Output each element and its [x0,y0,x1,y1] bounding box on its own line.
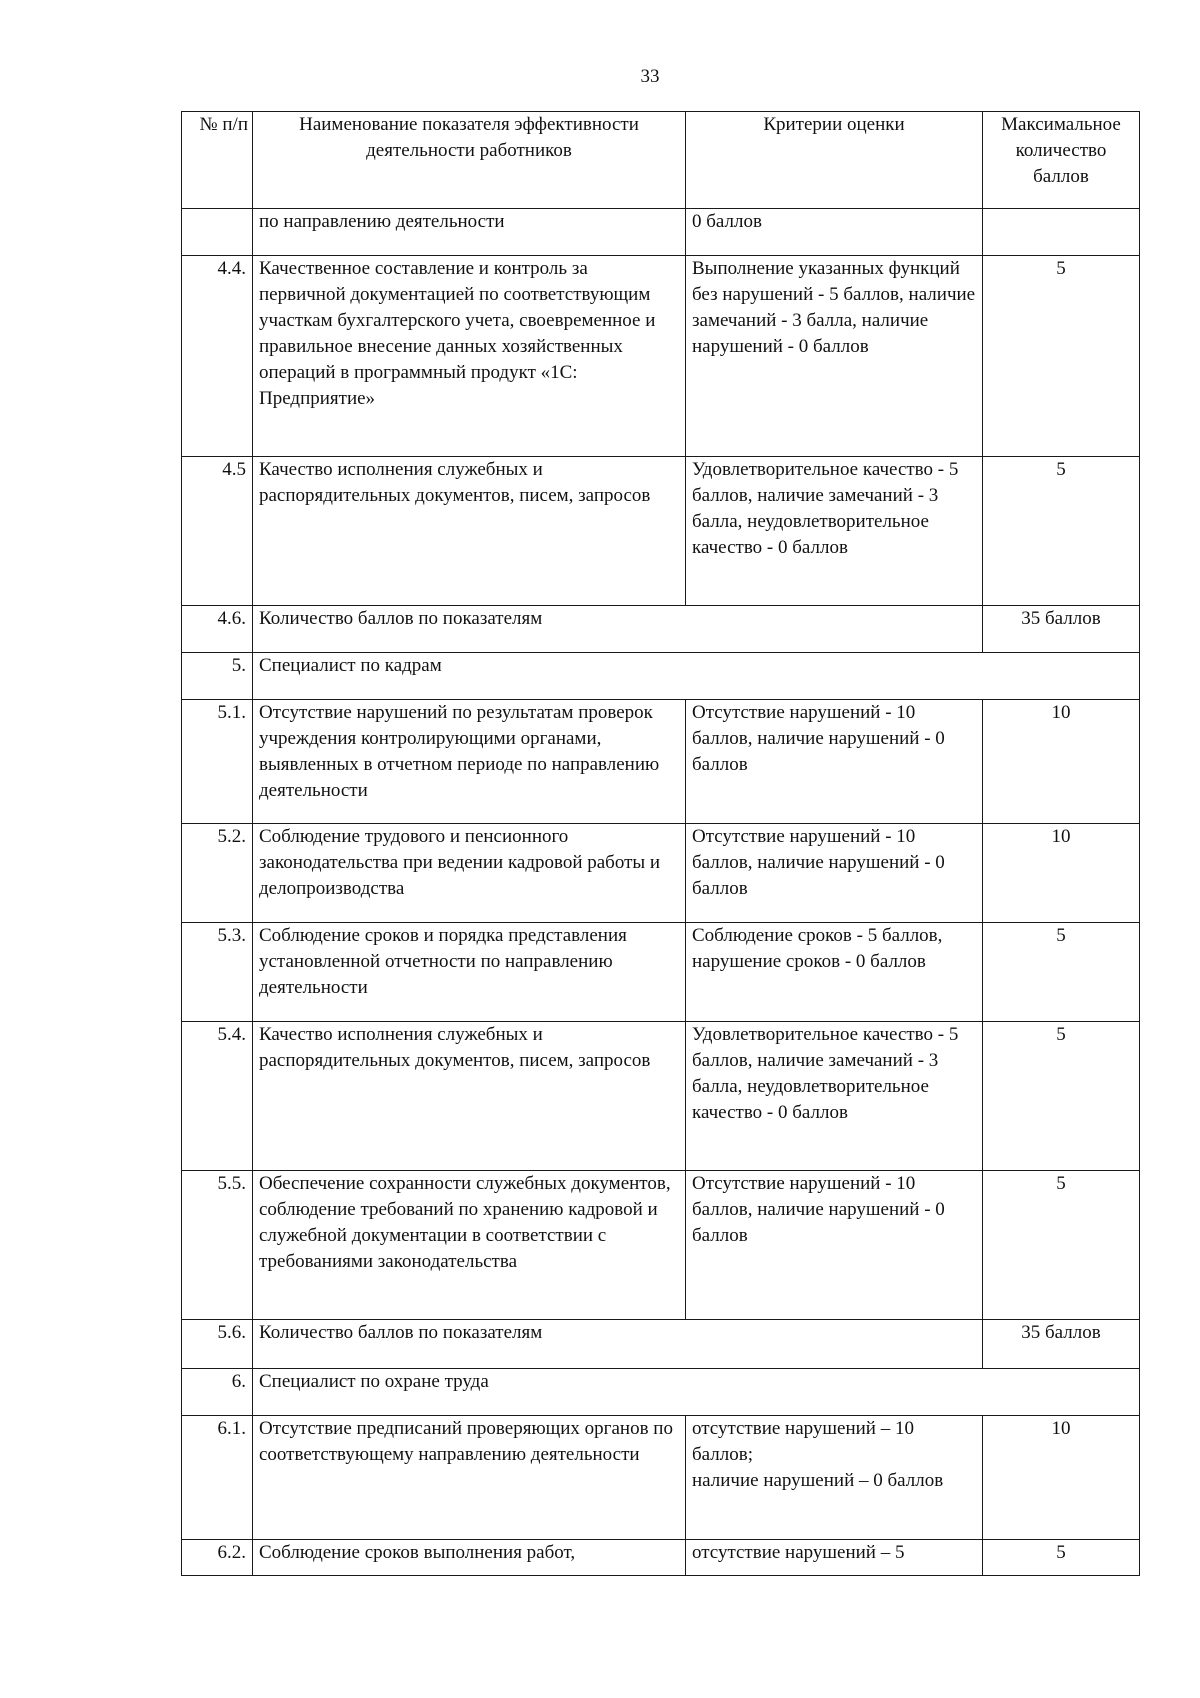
row-criteria: Соблюдение сроков - 5 баллов, нарушение сроков - 0 баллов [686,923,983,1022]
row-name: Соблюдение сроков выполнения работ, [253,1540,686,1576]
row-criteria: Выполнение указанных функций без нарушений - 5 баллов, наличие замечаний - 3 балла, наличие нарушений - 0 баллов [686,256,983,457]
row-max: 5 [983,923,1140,1022]
row-max: 10 [983,824,1140,923]
row-num: 4.6. [182,606,253,653]
row-num: 5. [182,653,253,700]
table-row [182,256,1140,457]
row-name: Качество исполнения служебных и распорядительных документов, писем, запросов [253,1022,686,1171]
row-name: Обеспечение сохранности служебных документов, соблюдение требований по хранению кадровой и служебной документации в соответствии с требованиями законодательства [253,1171,686,1320]
criteria-line: отсутствие нарушений – 10 баллов; [692,1418,914,1465]
table-row [182,1022,1140,1171]
row-name: Количество баллов по показателям [253,1320,983,1369]
row-num: 5.2. [182,824,253,923]
section-title: Специалист по охране труда [253,1369,1140,1416]
table-row [182,1540,1140,1576]
row-num: 5.5. [182,1171,253,1320]
row-num: 5.3. [182,923,253,1022]
row-name: Отсутствие предписаний проверяющих органов по соответствующему направлению деятельности [253,1416,686,1540]
criteria-line: наличие нарушений – 0 баллов [692,1470,944,1491]
row-criteria: Отсутствие нарушений - 10 баллов, наличие нарушений - 0 баллов [686,700,983,824]
row-max: 10 [983,1416,1140,1540]
row-num: 5.6. [182,1320,253,1369]
section-row [182,653,1140,700]
row-num: 4.4. [182,256,253,457]
row-max: 5 [983,1540,1140,1576]
header-max: Максимальное количество баллов [983,112,1140,209]
row-name: Количество баллов по показателям [253,606,983,653]
table-row [182,700,1140,824]
row-criteria [686,1416,983,1540]
row-name: Соблюдение трудового и пенсионного законодательства при ведении кадровой работы и делопроизводства [253,824,686,923]
page-number: 33 [640,66,660,87]
row-max: 5 [983,457,1140,606]
row-criteria: Удовлетворительное качество - 5 баллов, наличие замечаний - 3 балла, неудовлетворительное качество - 0 баллов [686,1022,983,1171]
row-num: 6. [182,1369,253,1416]
indicators-table [181,111,1140,1576]
row-num: 6.1. [182,1416,253,1540]
row-num: 4.5 [182,457,253,606]
total-row [182,1320,1140,1369]
section-title: Специалист по кадрам [253,653,1140,700]
table-row [182,824,1140,923]
row-max: 5 [983,1022,1140,1171]
header-name: Наименование показателя эффективности деятельности работников [253,112,686,209]
row-max: 5 [983,256,1140,457]
row-max: 35 баллов [983,606,1140,653]
row-max: 10 [983,700,1140,824]
row-criteria: Отсутствие нарушений - 10 баллов, наличие нарушений - 0 баллов [686,824,983,923]
table-row [182,1416,1140,1540]
row-criteria: Отсутствие нарушений - 10 баллов, наличие нарушений - 0 баллов [686,1171,983,1320]
row-max [983,209,1140,256]
row-name: Качество исполнения служебных и распорядительных документов, писем, запросов [253,457,686,606]
row-criteria: 0 баллов [686,209,983,256]
table-header-row [182,112,1140,209]
row-num: 6.2. [182,1540,253,1576]
header-criteria: Критерии оценки [686,112,983,209]
row-max: 5 [983,1171,1140,1320]
table-row [182,923,1140,1022]
row-name: по направлению деятельности [253,209,686,256]
header-num: № п/п [182,112,253,209]
row-num: 5.1. [182,700,253,824]
row-name: Качественное составление и контроль за первичной документацией по соответствующим участкам бухгалтерского учета, своевременное и правильное внесение данных хозяйственных операций в программный продукт «1С: Предприятие» [253,256,686,457]
table-row [182,1171,1140,1320]
row-num: 5.4. [182,1022,253,1171]
section-row [182,1369,1140,1416]
table-row [182,209,1140,256]
row-name: Соблюдение сроков и порядка представления установленной отчетности по направлению деятельности [253,923,686,1022]
row-max: 35 баллов [983,1320,1140,1369]
row-criteria: отсутствие нарушений – 5 [686,1540,983,1576]
table-row [182,457,1140,606]
total-row [182,606,1140,653]
row-name: Отсутствие нарушений по результатам проверок учреждения контролирующими органами, выявленных в отчетном периоде по направлению деятельности [253,700,686,824]
row-num [182,209,253,256]
row-criteria: Удовлетворительное качество - 5 баллов, наличие замечаний - 3 балла, неудовлетворительное качество - 0 баллов [686,457,983,606]
